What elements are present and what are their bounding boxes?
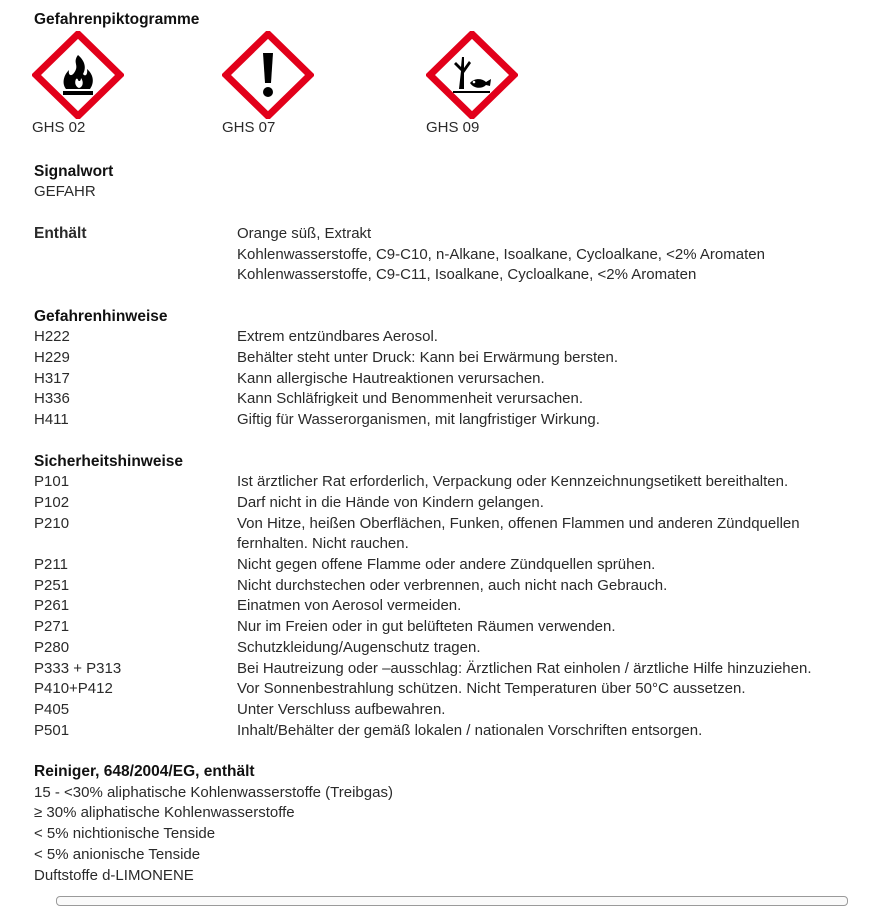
hazard-statement-row xyxy=(34,410,874,431)
flame-icon xyxy=(32,31,124,119)
precaution-row xyxy=(34,679,874,700)
exclamation-mark-icon xyxy=(222,31,314,119)
precaution-code: P210 xyxy=(34,514,70,532)
hazard-statement-row xyxy=(34,327,874,348)
precaution-text: Vor Sonnenbestrahlung schützen. Nicht Temperaturen über 50°C aussetzen. xyxy=(237,680,746,698)
hazard-statement-row xyxy=(34,389,874,410)
detergent-item: < 5% anionische Tenside xyxy=(34,845,201,863)
precaution-code: P101 xyxy=(34,473,70,491)
hazard-statement-row xyxy=(34,348,874,369)
detergent-heading: Reiniger, 648/2004/EG, enthält xyxy=(34,763,255,781)
signalwort-value: GEFAHR xyxy=(34,183,96,201)
precaution-text: Nicht durchstechen oder verbrennen, auch nicht nach Gebrauch. xyxy=(237,576,668,594)
hazard-code: H317 xyxy=(34,369,70,387)
pictogram-ghs02 xyxy=(32,31,128,136)
precaution-row xyxy=(34,721,874,742)
precaution-text: Darf nicht in die Hände von Kindern gelangen. xyxy=(237,493,544,511)
bottom-divider xyxy=(56,896,848,906)
contains-row xyxy=(34,245,874,266)
precaution-code: P251 xyxy=(34,576,70,594)
precaution-code: P333 + P313 xyxy=(34,659,122,677)
precaution-row xyxy=(34,514,874,535)
precaution-row xyxy=(34,659,874,680)
precaution-row xyxy=(34,700,874,721)
precaution-row xyxy=(34,493,874,514)
contains-row xyxy=(34,224,874,245)
hazard-text: Giftig für Wasserorganismen, mit langfristiger Wirkung. xyxy=(237,411,600,429)
precaution-text: Nicht gegen offene Flamme oder andere Zündquellen sprühen. xyxy=(237,556,656,574)
detergent-item: Duftstoffe d-LIMONENE xyxy=(34,866,194,884)
precaution-row xyxy=(34,555,874,576)
hazard-text: Kann allergische Hautreaktionen verursachen. xyxy=(237,369,545,387)
contains-item: Orange süß, Extrakt xyxy=(237,224,372,242)
precaution-code: P261 xyxy=(34,597,70,615)
environment-icon xyxy=(426,31,518,119)
contains-row xyxy=(34,265,874,286)
precaution-row xyxy=(34,472,874,493)
precaution-row xyxy=(34,638,874,659)
precaution-code: P271 xyxy=(34,618,70,636)
contains-item: Kohlenwasserstoffe, C9-C10, n-Alkane, Isoalkane, Cycloalkane, <2% Aromaten xyxy=(237,245,765,263)
precaution-text: Ist ärztlicher Rat erforderlich, Verpackung oder Kennzeichnungsetikett bereithalten. xyxy=(237,473,789,491)
precaution-text: Schutzkleidung/Augenschutz tragen. xyxy=(237,638,481,656)
precaution-code: P102 xyxy=(34,493,70,511)
precaution-row xyxy=(34,617,874,638)
precaution-code: P211 xyxy=(34,556,68,574)
safety-label-document xyxy=(34,10,874,886)
precaution-text: Nur im Freien oder in gut belüfteten Räumen verwenden. xyxy=(237,618,616,636)
contains-heading: Enthält xyxy=(34,224,87,242)
precaution-code: P405 xyxy=(34,700,70,718)
precaution-code: P501 xyxy=(34,721,70,739)
pictogram-ghs09 xyxy=(426,31,522,136)
hazard-code: H411 xyxy=(34,411,69,429)
precaution-text: Inhalt/Behälter der gemäß lokalen / nationalen Vorschriften entsorgen. xyxy=(237,721,703,739)
pictogram-ghs07 xyxy=(222,31,318,136)
detergent-item: < 5% nichtionische Tenside xyxy=(34,825,216,843)
pictogram-row xyxy=(34,31,874,134)
hazard-statements-heading: Gefahrenhinweise xyxy=(34,307,168,325)
pictogram-code: GHS 09 xyxy=(426,118,480,136)
hazard-code: H222 xyxy=(34,328,70,346)
signalwort-heading: Signalwort xyxy=(34,162,114,180)
precautionary-statements-heading: Sicherheitshinweise xyxy=(34,452,184,470)
pictogram-code: GHS 07 xyxy=(222,118,276,136)
precaution-code: P280 xyxy=(34,638,70,656)
precaution-row xyxy=(34,576,874,597)
pictograms-heading: Gefahrenpiktogramme xyxy=(34,11,200,28)
precaution-text: fernhalten. Nicht rauchen. xyxy=(237,535,409,553)
pictogram-code: GHS 02 xyxy=(32,118,86,136)
hazard-code: H336 xyxy=(34,390,70,408)
hazard-code: H229 xyxy=(34,349,70,366)
precaution-text: Bei Hautreizung oder –ausschlag: Ärztlichen Rat einholen / ärztliche Hilfe hinzuziehen. xyxy=(237,659,812,677)
hazard-text: Kann Schläfrigkeit und Benommenheit verursachen. xyxy=(237,390,584,408)
hazard-statement-row xyxy=(34,369,874,390)
precaution-code: P410+P412 xyxy=(34,680,113,698)
precaution-row xyxy=(34,596,874,617)
contains-item: Kohlenwasserstoffe, C9-C11, Isoalkane, Cycloalkane, <2% Aromaten xyxy=(237,266,697,284)
precaution-row-continued xyxy=(34,534,874,555)
detergent-item: ≥ 30% aliphatische Kohlenwasserstoffe xyxy=(34,804,295,822)
precaution-text: Von Hitze, heißen Oberflächen, Funken, offenen Flammen und anderen Zündquellen xyxy=(237,514,800,532)
hazard-text: Behälter steht unter Druck: Kann bei Erwärmung bersten. xyxy=(237,349,619,366)
precaution-text: Unter Verschluss aufbewahren. xyxy=(237,700,446,718)
hazard-text: Extrem entzündbares Aerosol. xyxy=(237,328,438,346)
precaution-text: Einatmen von Aerosol vermeiden. xyxy=(237,597,462,615)
detergent-item: 15 - <30% aliphatische Kohlenwasserstoffe (Treibgas) xyxy=(34,783,393,801)
